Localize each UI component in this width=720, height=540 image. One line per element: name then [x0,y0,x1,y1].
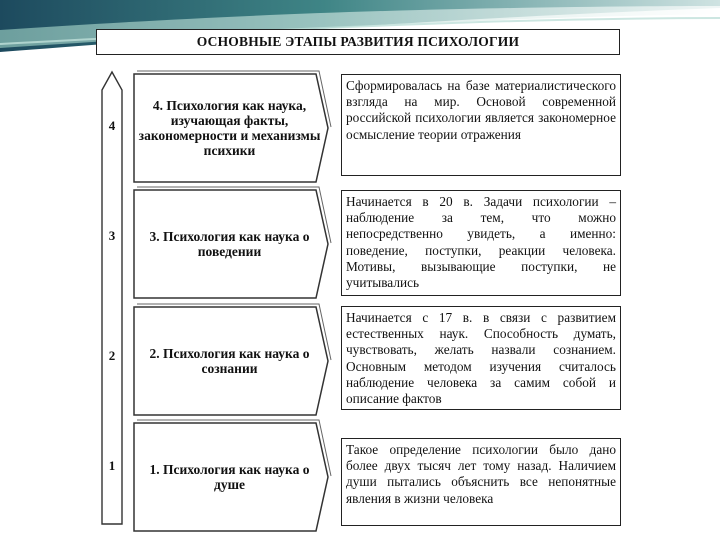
stage-2-label: 2. Психология как наука о сознании [149,346,310,376]
stage-1-description: Такое определение психологии было дано более двух тысяч лет тому назад. Наличием души пытались объяснить все непонятные явления в жизни человека [341,438,621,526]
stage-1-label: 1. Психология как наука о душе [149,462,310,492]
stage-number-3: 3 [108,228,116,243]
stage-3-label: 3. Психология как наука о поведении [149,229,310,259]
stage-number-1: 1 [108,458,116,473]
stage-4-label: 4. Психология как наука, изучающая факты, закономерности и механизмы психики [138,98,321,158]
stage-4-description: Сформировалась на базе материалистического взгляда на мир. Основой современной российской психологии является закономерное осмысление теории отражения [341,74,621,176]
stage-3 [133,186,333,302]
stage-2-description: Начинается с 17 в. в связи с развитием естественных наук. Способность думать, чувствовать, желать назвали сознанием. Основным методом изучения считалось наблюдение человека за самим собой и описание фактов [341,306,621,410]
stage-3-description: Начинается в 20 в. Задачи психологии – наблюдение за тем, что можно непосредственно увидеть, а именно: поведение, поступки, реакции человека. Мотивы, вызывающие поступки, не учитывались [341,190,621,296]
diagram-title: ОСНОВНЫЕ ЭТАПЫ РАЗВИТИЯ ПСИХОЛОГИИ [96,29,620,55]
stage-1 [133,419,333,535]
stage-4 [133,70,333,186]
stage-2 [133,303,333,419]
stage-number-2: 2 [108,348,116,363]
stage-number-4: 4 [108,118,116,133]
